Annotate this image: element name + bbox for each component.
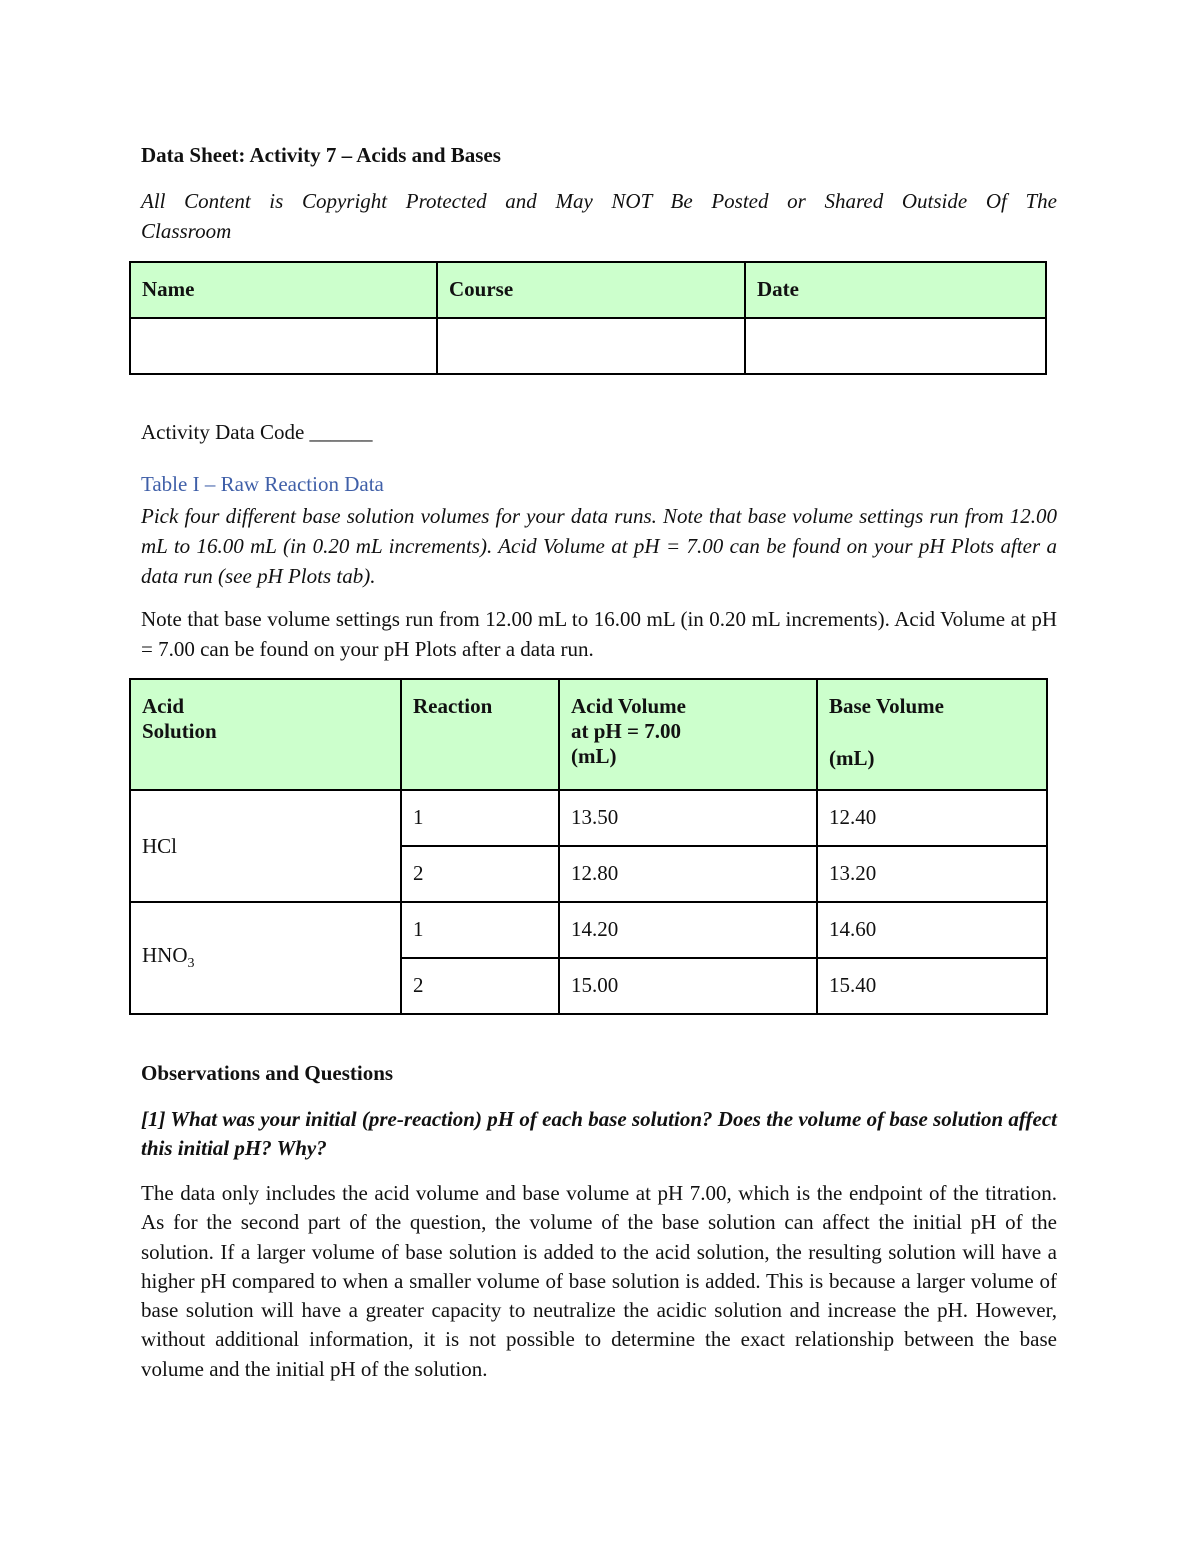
acid-volume-cell: 13.50 [559,790,817,846]
acid-volume-header [559,679,817,790]
question-1: [1] What was your initial (pre-reaction) pH of each base solution? Does the volume of base solution affect this initial pH? Why? [141,1107,1057,1160]
copyright-notice-line1: All Content is Copyright Protected and May NOT Be Posted or Shared Outside Of The [141,189,1057,213]
acid-solution-header-line2: Solution [142,719,217,743]
copyright-notice-line2: Classroom [141,219,232,243]
table-caption: Table I – Raw Reaction Data [141,472,384,496]
answer-1: The data only includes the acid volume and base volume at pH 7.00, which is the endpoint of the titration. As for the second part of the question, the volume of the base solution can affect the initial pH of the solution. If a larger volume of base solution is added to the acid solution, the resulting solution will have a higher pH compared to when a smaller volume of base solution is added. This is because a larger volume of base solution will have a greater capacity to neutralize the acidic solution and increase the pH. However, without additional information, it is not possible to determine the exact relationship between the base volume and the initial pH of the solution. [141,1181,1057,1381]
reaction-cell: 1 [401,902,559,958]
base-volume-header-line3: (mL) [829,746,875,770]
table-instruction: Pick four different base solution volumes for your data runs. Note that base volume settings run from 12.00 mL to 16.00 mL (in 0.20 mL increments). Acid Volume at pH = 7.00 can be found on your pH Plots after a data run (see pH Plots tab). [141,504,1057,588]
date-field[interactable] [745,318,1046,374]
acid-subscript: 3 [187,956,195,972]
acid-cell-hcl: HCl [130,790,401,902]
base-volume-cell: 12.40 [817,790,1047,846]
base-volume-cell: 13.20 [817,846,1047,902]
acid-cell-hno3 [130,902,401,1014]
raw-reaction-data-table [129,678,1048,1015]
student-info-table [129,261,1047,375]
acid-solution-header-line1: Acid [142,694,184,718]
acid-name: HNO [142,943,188,968]
date-header: Date [745,262,1046,318]
course-field[interactable] [437,318,745,374]
course-header: Course [437,262,745,318]
table-row [130,790,1047,846]
acid-volume-header-line3: (mL) [571,744,617,768]
acid-solution-header [130,679,401,790]
base-volume-cell: 14.60 [817,902,1047,958]
base-volume-header [817,679,1047,790]
observations-title: Observations and Questions [141,1061,394,1085]
acid-volume-header-line2: at pH = 7.00 [571,719,681,743]
table-row [130,902,1047,958]
name-field[interactable] [130,318,437,374]
reaction-cell: 1 [401,790,559,846]
table-note: Note that base volume settings run from 12.00 mL to 16.00 mL (in 0.20 mL increments). Acid Volume at pH = 7.00 can be found on your pH Plots after a data run. [141,607,1057,661]
reaction-cell: 2 [401,846,559,902]
acid-volume-cell: 14.20 [559,902,817,958]
acid-volume-cell: 12.80 [559,846,817,902]
reaction-header: Reaction [401,679,559,790]
base-volume-cell: 15.40 [817,958,1047,1014]
acid-volume-header-line1: Acid Volume [571,694,686,718]
name-header: Name [130,262,437,318]
acid-volume-cell: 15.00 [559,958,817,1014]
activity-data-code: Activity Data Code ______ [141,420,373,444]
reaction-cell: 2 [401,958,559,1014]
base-volume-header-line1: Base Volume [829,694,944,718]
page-title: Data Sheet: Activity 7 – Acids and Bases [141,143,501,167]
